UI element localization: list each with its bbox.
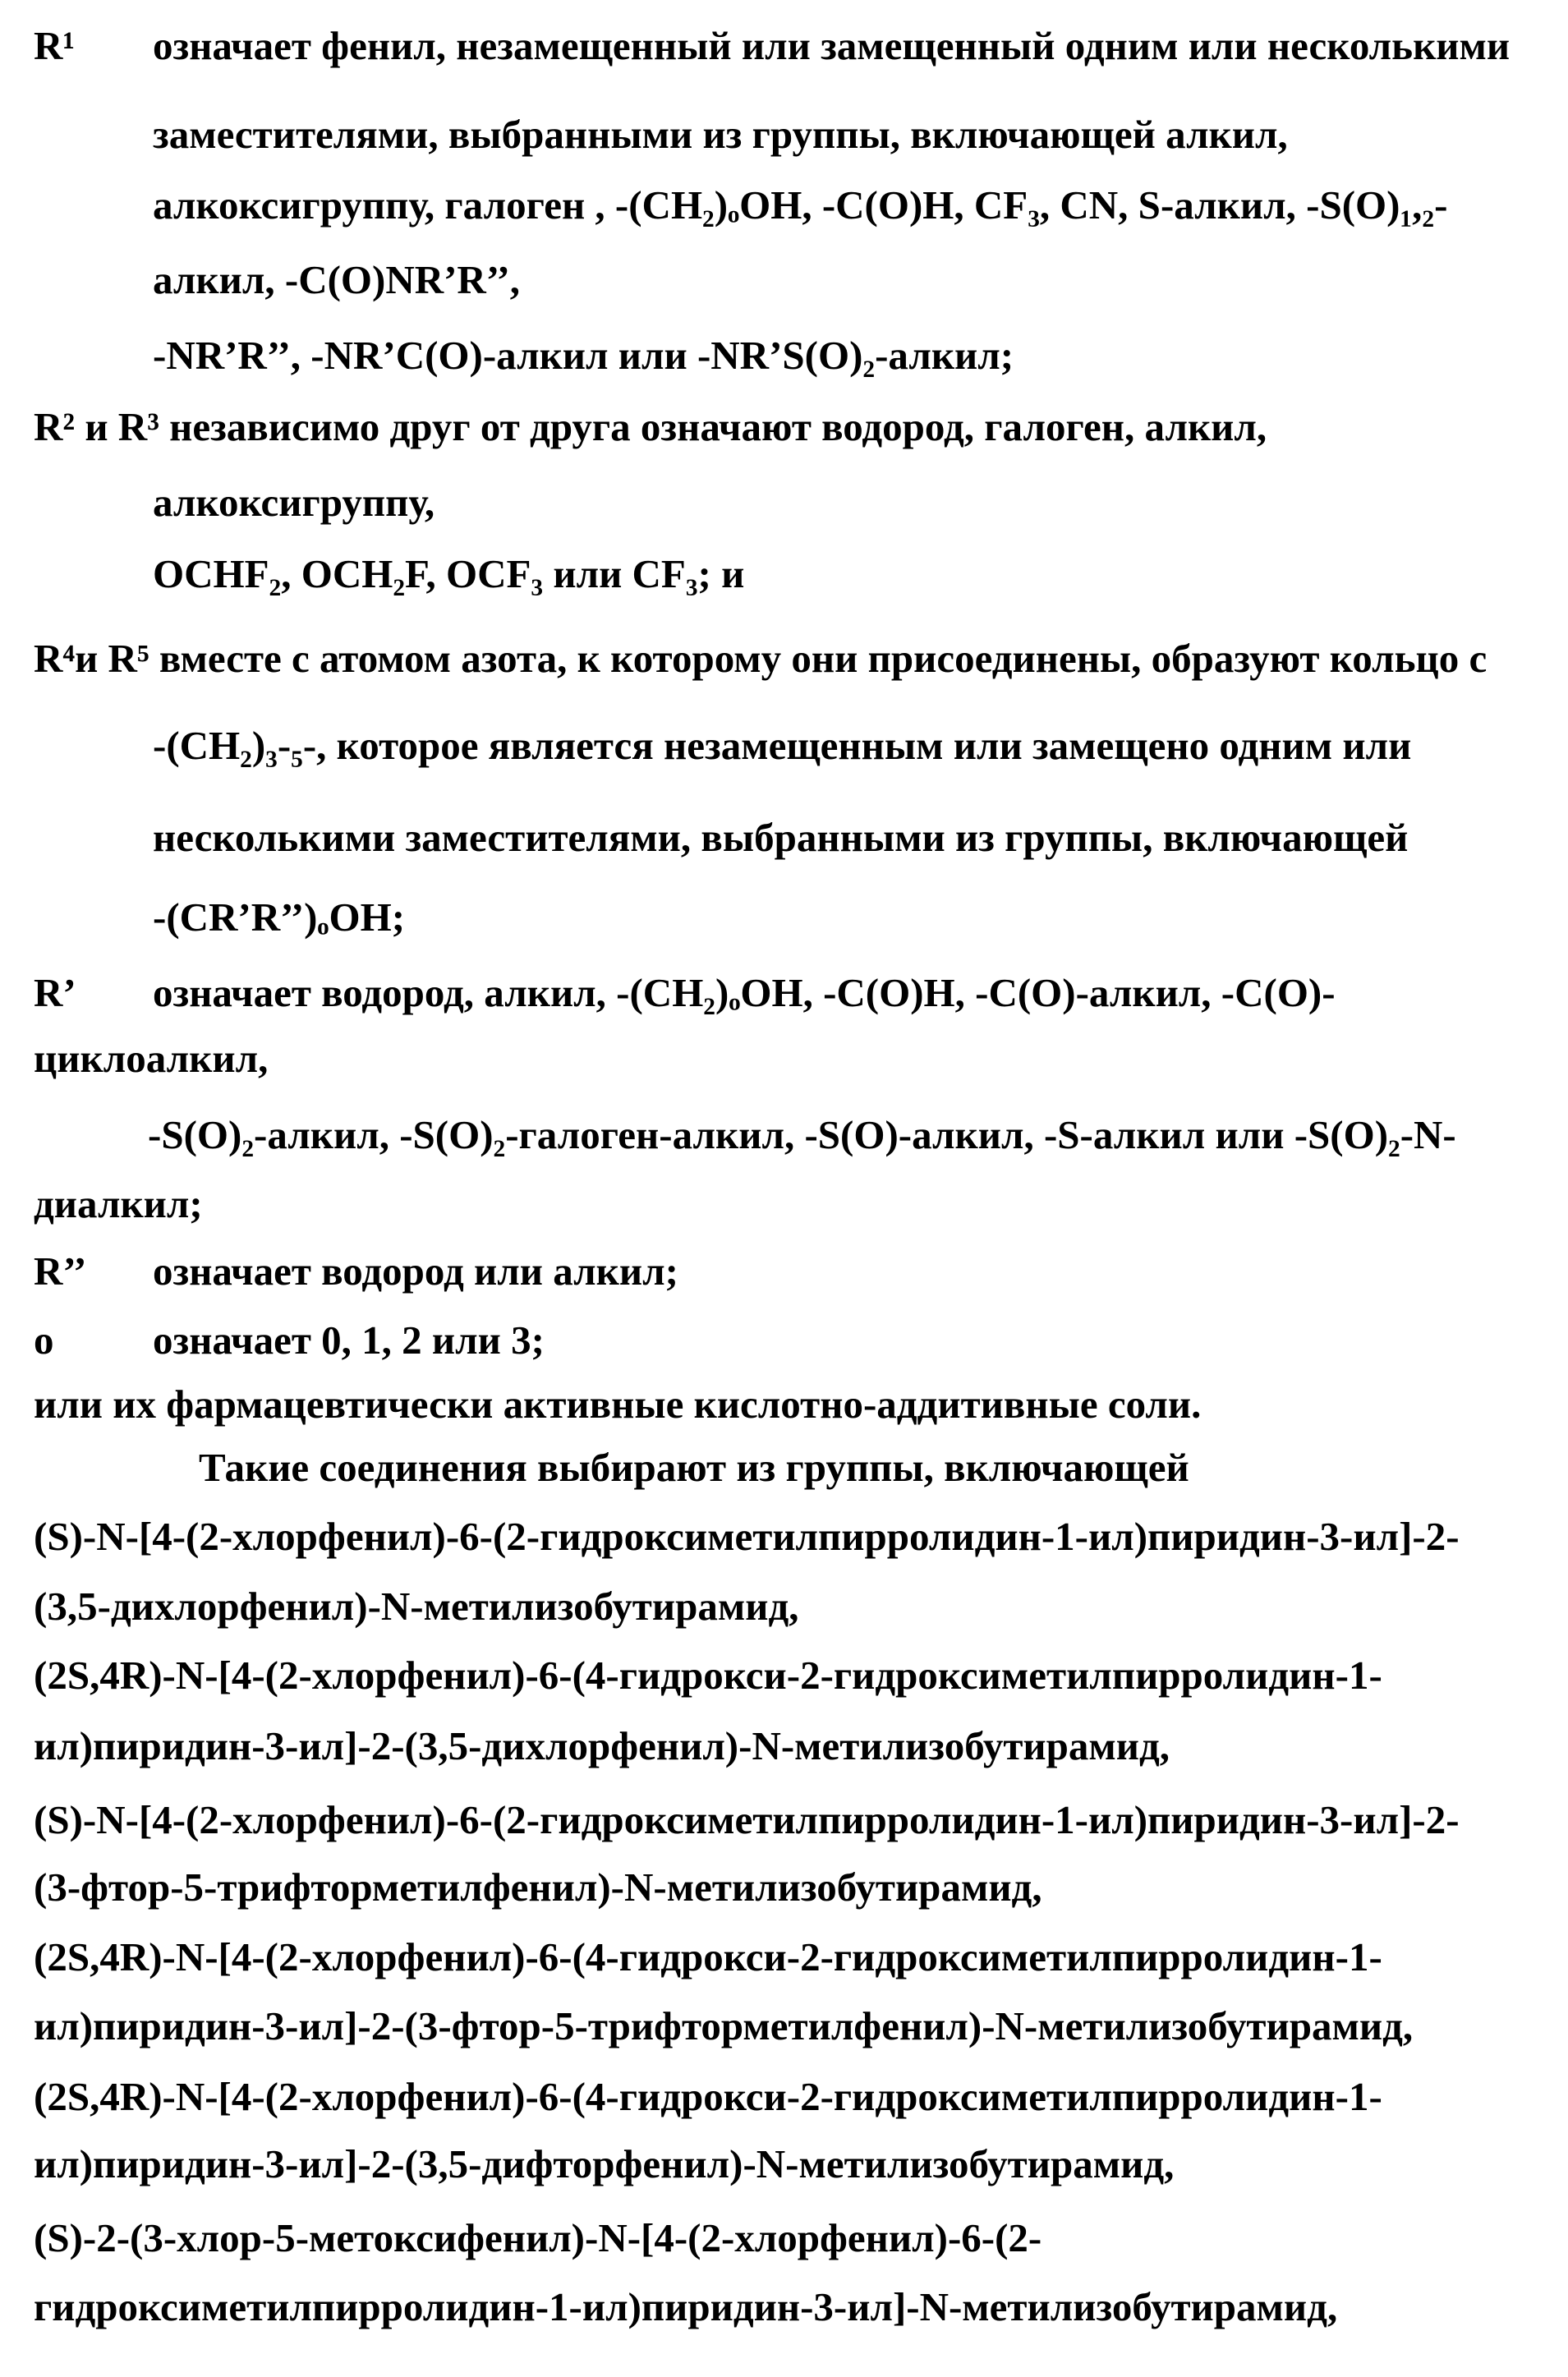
rp-line: диалкил; [34,1179,203,1229]
rp-line: означает водород, алкил, -(CH₂)ₒOH, -C(O)H, -C(O)-алкил, -C(O)- [153,968,1336,1018]
compound-line: (3-фтор-5-трифторметилфенил)-N-метилизобутирамид, [34,1863,1042,1912]
o-label: o [34,1316,54,1365]
rp-line: циклоалкил, [34,1034,268,1083]
compound-line: (2S,4R)-N-[4-(2-хлорфенил)-6-(4-гидрокси-2-гидроксиметилпирролидин-1- [34,2072,1382,2122]
r23-line: OCHF₂, OCH₂F, OCF₃ или CF₃; и [153,549,744,599]
o-text: означает 0, 1, 2 или 3; [153,1316,545,1365]
r1-line: алкил, -C(O)NR’R’’, [153,255,520,305]
compounds-intro: Такие соединения выбирают из группы, включающей [199,1443,1189,1492]
r-double-prime-label: R’’ [34,1247,86,1296]
compound-line: (S)-N-[4-(2-хлорфенил)-6-(2-гидроксиметилпирролидин-1-ил)пиридин-3-ил]-2- [34,1795,1460,1845]
r1-line: означает фенил, незамещенный или замещенный одним или несколькими [153,21,1510,71]
r45-line: -(CR’R’’)ₒOH; [153,893,405,942]
r1-line: алкоксигруппу, галоген , -(CH₂)ₒOH, -C(O)H, CF₃, CN, S-алкил, -S(O)₁,₂- [153,181,1447,230]
compound-line: (2S,4R)-N-[4-(2-хлорфенил)-6-(4-гидрокси-2-гидроксиметилпирролидин-1- [34,1651,1382,1700]
compound-line: (2S,4R)-N-[4-(2-хлорфенил)-6-(4-гидрокси-2-гидроксиметилпирролидин-1- [34,1933,1382,1982]
rp-line: -S(O)₂-алкил, -S(O)₂-галоген-алкил, -S(O)-алкил, -S-алкил или -S(O)₂-N- [148,1110,1456,1160]
r-prime-label: R’ [34,968,76,1018]
r23-line: R² и R³ независимо друг от друга означают водород, галоген, алкил, [34,402,1267,452]
compound-line: ил)пиридин-3-ил]-2-(3,5-дихлорфенил)-N-метилизобутирамид, [34,1722,1170,1771]
compound-line: (3,5-дихлорфенил)-N-метилизобутирамид, [34,1582,798,1631]
rpp-text: означает водород или алкил; [153,1247,678,1296]
compound-line: (S)-N-[4-(2-хлорфенил)-6-(2-гидроксиметилпирролидин-1-ил)пиридин-3-ил]-2- [34,1512,1460,1561]
compound-line: ил)пиридин-3-ил]-2-(3,5-дифторфенил)-N-метилизобутирамид, [34,2140,1174,2189]
r45-line: несколькими заместителями, выбранными из группы, включающей [153,813,1408,862]
compound-line: (S)-2-(3-хлор-5-метоксифенил)-N-[4-(2-хлорфенил)-6-(2- [34,2214,1042,2263]
compound-line: ил)пиридин-3-ил]-2-(3-фтор-5-трифторметилфенил)-N-метилизобутирамид, [34,2002,1413,2051]
r23-line: алкоксигруппу, [153,478,435,527]
r1-line: заместителями, выбранными из группы, включающей алкил, [153,110,1288,159]
salts-text: или их фармацевтически активные кислотно-аддитивные соли. [34,1380,1201,1429]
r45-line: R⁴и R⁵ вместе с атомом азота, к которому они присоединены, образуют кольцо с [34,634,1487,683]
r1-line: -NR’R’’, -NR’C(O)-алкил или -NR’S(O)₂-алкил; [153,331,1014,380]
r45-line: -(CH₂)₃-₅-, которое является незамещенным или замещено одним или [153,721,1411,770]
r1-label: R¹ [34,21,75,71]
compound-line: гидроксиметилпирролидин-1-ил)пиридин-3-ил]-N-метилизобутирамид, [34,2283,1337,2332]
